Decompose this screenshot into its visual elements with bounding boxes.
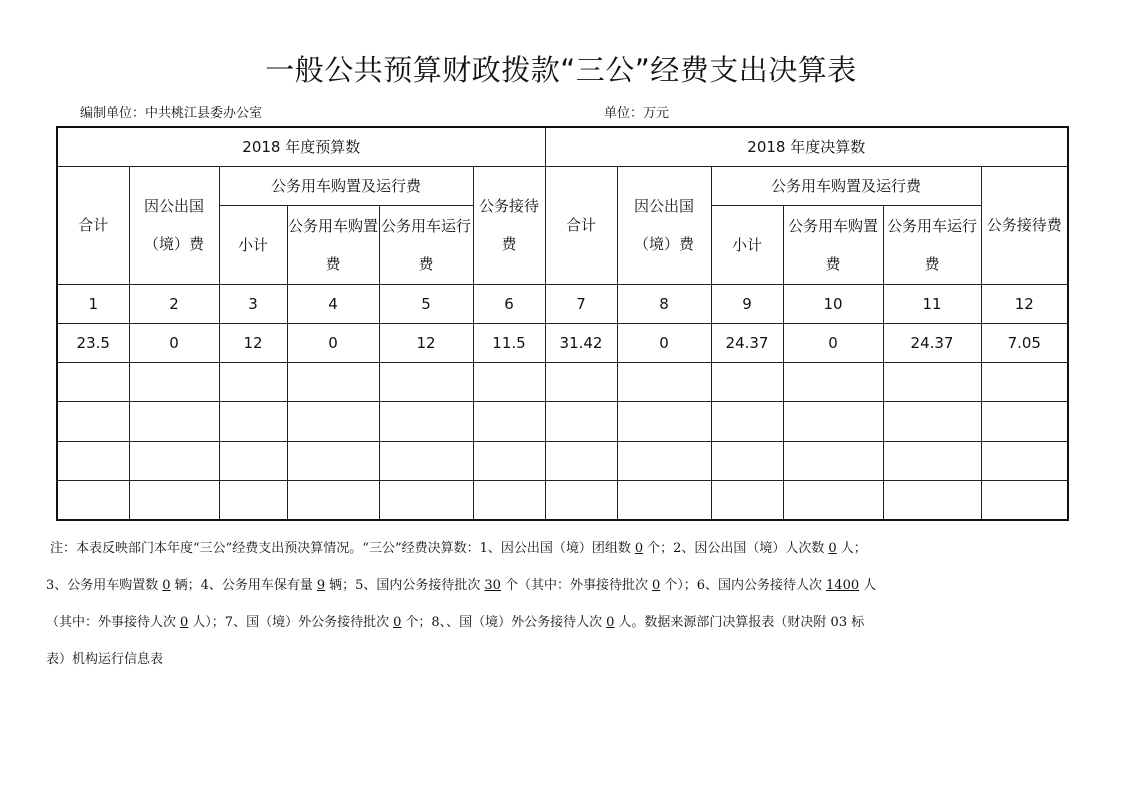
header-abroad: 因公出国（境）费 — [617, 167, 711, 285]
value-cell: 31.42 — [545, 323, 617, 362]
header-budget-2018: 2018 年度预算数 — [57, 127, 545, 167]
value-cell: 0 — [783, 323, 883, 362]
note-value: 1400 — [826, 578, 860, 593]
note-value: 0 — [651, 578, 661, 593]
amount-unit: 单位：万元 — [604, 106, 670, 121]
note-value: 0 — [606, 615, 615, 630]
note-text: 人。数据来源部门决算报表（财决附 03 标 — [618, 615, 865, 630]
note-text: 人； — [840, 541, 867, 556]
empty-row — [57, 363, 1068, 402]
header-operation: 公务用车运行费 — [883, 206, 981, 284]
column-number: 3 — [219, 284, 287, 323]
value-cell: 0 — [617, 323, 711, 362]
column-number: 5 — [379, 284, 473, 323]
footnote-line-1 — [46, 530, 1081, 567]
header-vehicle: 公务用车购置及运行费 — [711, 167, 981, 206]
header-purchase: 公务用车购置费 — [783, 206, 883, 284]
note-value: 0 — [828, 541, 837, 556]
note-text: 个；8、、国（境）外公务接待人次 — [405, 615, 603, 630]
note-text: 个；2、因公出国（境）人次数 — [647, 541, 825, 556]
footnote-line-2 — [46, 567, 1081, 604]
header-total: 合计 — [57, 167, 129, 285]
column-number: 9 — [711, 284, 783, 323]
header-subtotal: 小计 — [711, 206, 783, 284]
empty-row — [57, 441, 1068, 480]
note-text: 辆；5、国内公务接待批次 — [329, 578, 481, 593]
note-value: 0 — [634, 541, 644, 556]
footnote-line-3 — [46, 604, 1081, 641]
header-abroad: 因公出国（境）费 — [129, 167, 219, 285]
value-cell: 0 — [129, 323, 219, 362]
note-text: 人 — [863, 578, 877, 593]
column-number-row — [57, 284, 1068, 323]
value-row — [57, 323, 1068, 362]
footnote-line-4 — [46, 641, 1081, 678]
note-value: 0 — [180, 615, 189, 630]
column-number: 2 — [129, 284, 219, 323]
header-reception: 公务接待费 — [473, 167, 545, 285]
note-text: 表）机构运行信息表 — [46, 652, 164, 667]
expenditure-table — [56, 126, 1069, 521]
value-cell: 23.5 — [57, 323, 129, 362]
column-number: 4 — [287, 284, 379, 323]
column-number: 8 — [617, 284, 711, 323]
value-cell: 7.05 — [981, 323, 1068, 362]
note-value: 0 — [162, 578, 171, 593]
note-text: 个）；6、国内公务接待人次 — [664, 578, 823, 593]
header-total: 合计 — [545, 167, 617, 285]
column-number: 7 — [545, 284, 617, 323]
note-value: 9 — [316, 578, 326, 593]
value-cell: 11.5 — [473, 323, 545, 362]
note-text: 3、公务用车购置数 — [46, 578, 159, 593]
note-text: 注：本表反映部门本年度“三公”经费支出预决算情况。“三公”经费决算数：1、因公出国（境）团组数 — [50, 541, 631, 556]
note-text: 辆；4、公务用车保有量 — [174, 578, 313, 593]
empty-row — [57, 480, 1068, 520]
value-cell: 12 — [379, 323, 473, 362]
value-cell: 0 — [287, 323, 379, 362]
header-reception: 公务接待费 — [981, 167, 1068, 285]
empty-row — [57, 402, 1068, 441]
note-value: 0 — [393, 615, 402, 630]
page-title: 一般公共预算财政拨款“三公”经费支出决算表 — [265, 53, 857, 87]
header-purchase: 公务用车购置费 — [287, 206, 379, 284]
column-number: 12 — [981, 284, 1068, 323]
header-subtotal: 小计 — [219, 206, 287, 284]
note-text: （其中：外事接待人次 — [46, 615, 177, 630]
note-value: 30 — [484, 578, 501, 593]
value-cell: 12 — [219, 323, 287, 362]
column-number: 6 — [473, 284, 545, 323]
compiling-unit: 编制单位：中共桃江县委办公室 — [80, 106, 263, 121]
column-number: 11 — [883, 284, 981, 323]
header-operation: 公务用车运行费 — [379, 206, 473, 284]
column-number: 10 — [783, 284, 883, 323]
value-cell: 24.37 — [883, 323, 981, 362]
header-vehicle: 公务用车购置及运行费 — [219, 167, 473, 206]
header-final-2018: 2018 年度决算数 — [545, 127, 1068, 167]
note-text: 个（其中：外事接待批次 — [504, 578, 648, 593]
value-cell: 24.37 — [711, 323, 783, 362]
footnote — [46, 530, 1081, 678]
note-text: 人）；7、国（境）外公务接待批次 — [192, 615, 390, 630]
column-number: 1 — [57, 284, 129, 323]
